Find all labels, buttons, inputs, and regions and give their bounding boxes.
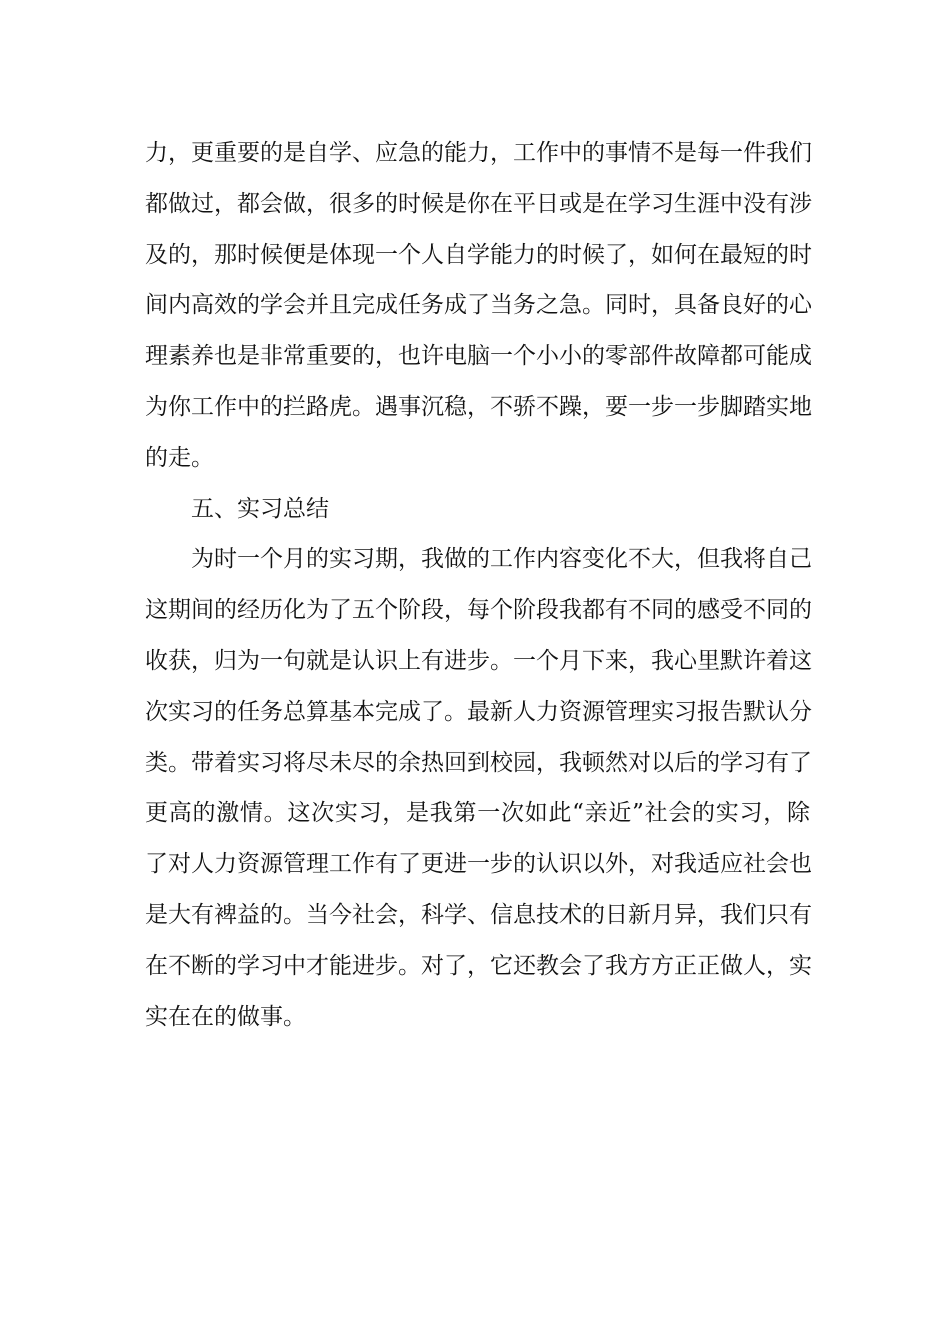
- text-line: 收获，归为一句就是认识上有进步。一个月下来，我心里默许着这: [145, 647, 812, 674]
- text-line: 这期间的经历化为了五个阶段，每个阶段我都有不同的感受不同的: [145, 597, 812, 624]
- text-line: 间内高效的学会并且完成任务成了当务之急。同时，具备良好的心: [145, 292, 812, 319]
- text-line: 力，更重要的是自学、应急的能力，工作中的事情不是每一件我们: [145, 140, 812, 166]
- text-line: 类。带着实习将尽未尽的余热回到校园，我顿然对以后的学习有了: [145, 749, 812, 776]
- text-line: 及的，那时候便是体现一个人自学能力的时候了，如何在最短的时: [145, 241, 812, 268]
- body-text: [145, 128, 810, 1042]
- text-line: 更高的激情。这次实习，是我第一次如此“亲近”社会的实习，除: [145, 800, 810, 827]
- text-line: 是大有裨益的。当今社会，科学、信息技术的日新月异，我们只有: [145, 901, 812, 928]
- text-line: 次实习的任务总算基本完成了。最新人力资源管理实习报告默认分: [145, 698, 812, 725]
- paragraph-summary: [145, 534, 810, 1042]
- text-line: 的走。: [145, 444, 214, 471]
- text-line: 为时一个月的实习期，我做的工作内容变化不大，但我将自己: [191, 546, 812, 573]
- text-line: 为你工作中的拦路虎。遇事沉稳，不骄不躁，要一步一步脚踏实地: [145, 393, 812, 420]
- section-heading: 五、实习总结: [191, 495, 329, 522]
- text-line: 实在在的做事。: [145, 1003, 306, 1030]
- text-line: 理素养也是非常重要的，也许电脑一个小小的零部件故障都可能成: [145, 343, 812, 370]
- text-line: 在不断的学习中才能进步。对了，它还教会了我方方正正做人，实: [145, 952, 812, 979]
- text-line: 都做过，都会做，很多的时候是你在平日或是在学习生涯中没有涉: [145, 190, 812, 217]
- paragraph-continuation: [145, 128, 810, 484]
- text-line: 了对人力资源管理工作有了更进一步的认识以外，对我适应社会也: [145, 851, 812, 878]
